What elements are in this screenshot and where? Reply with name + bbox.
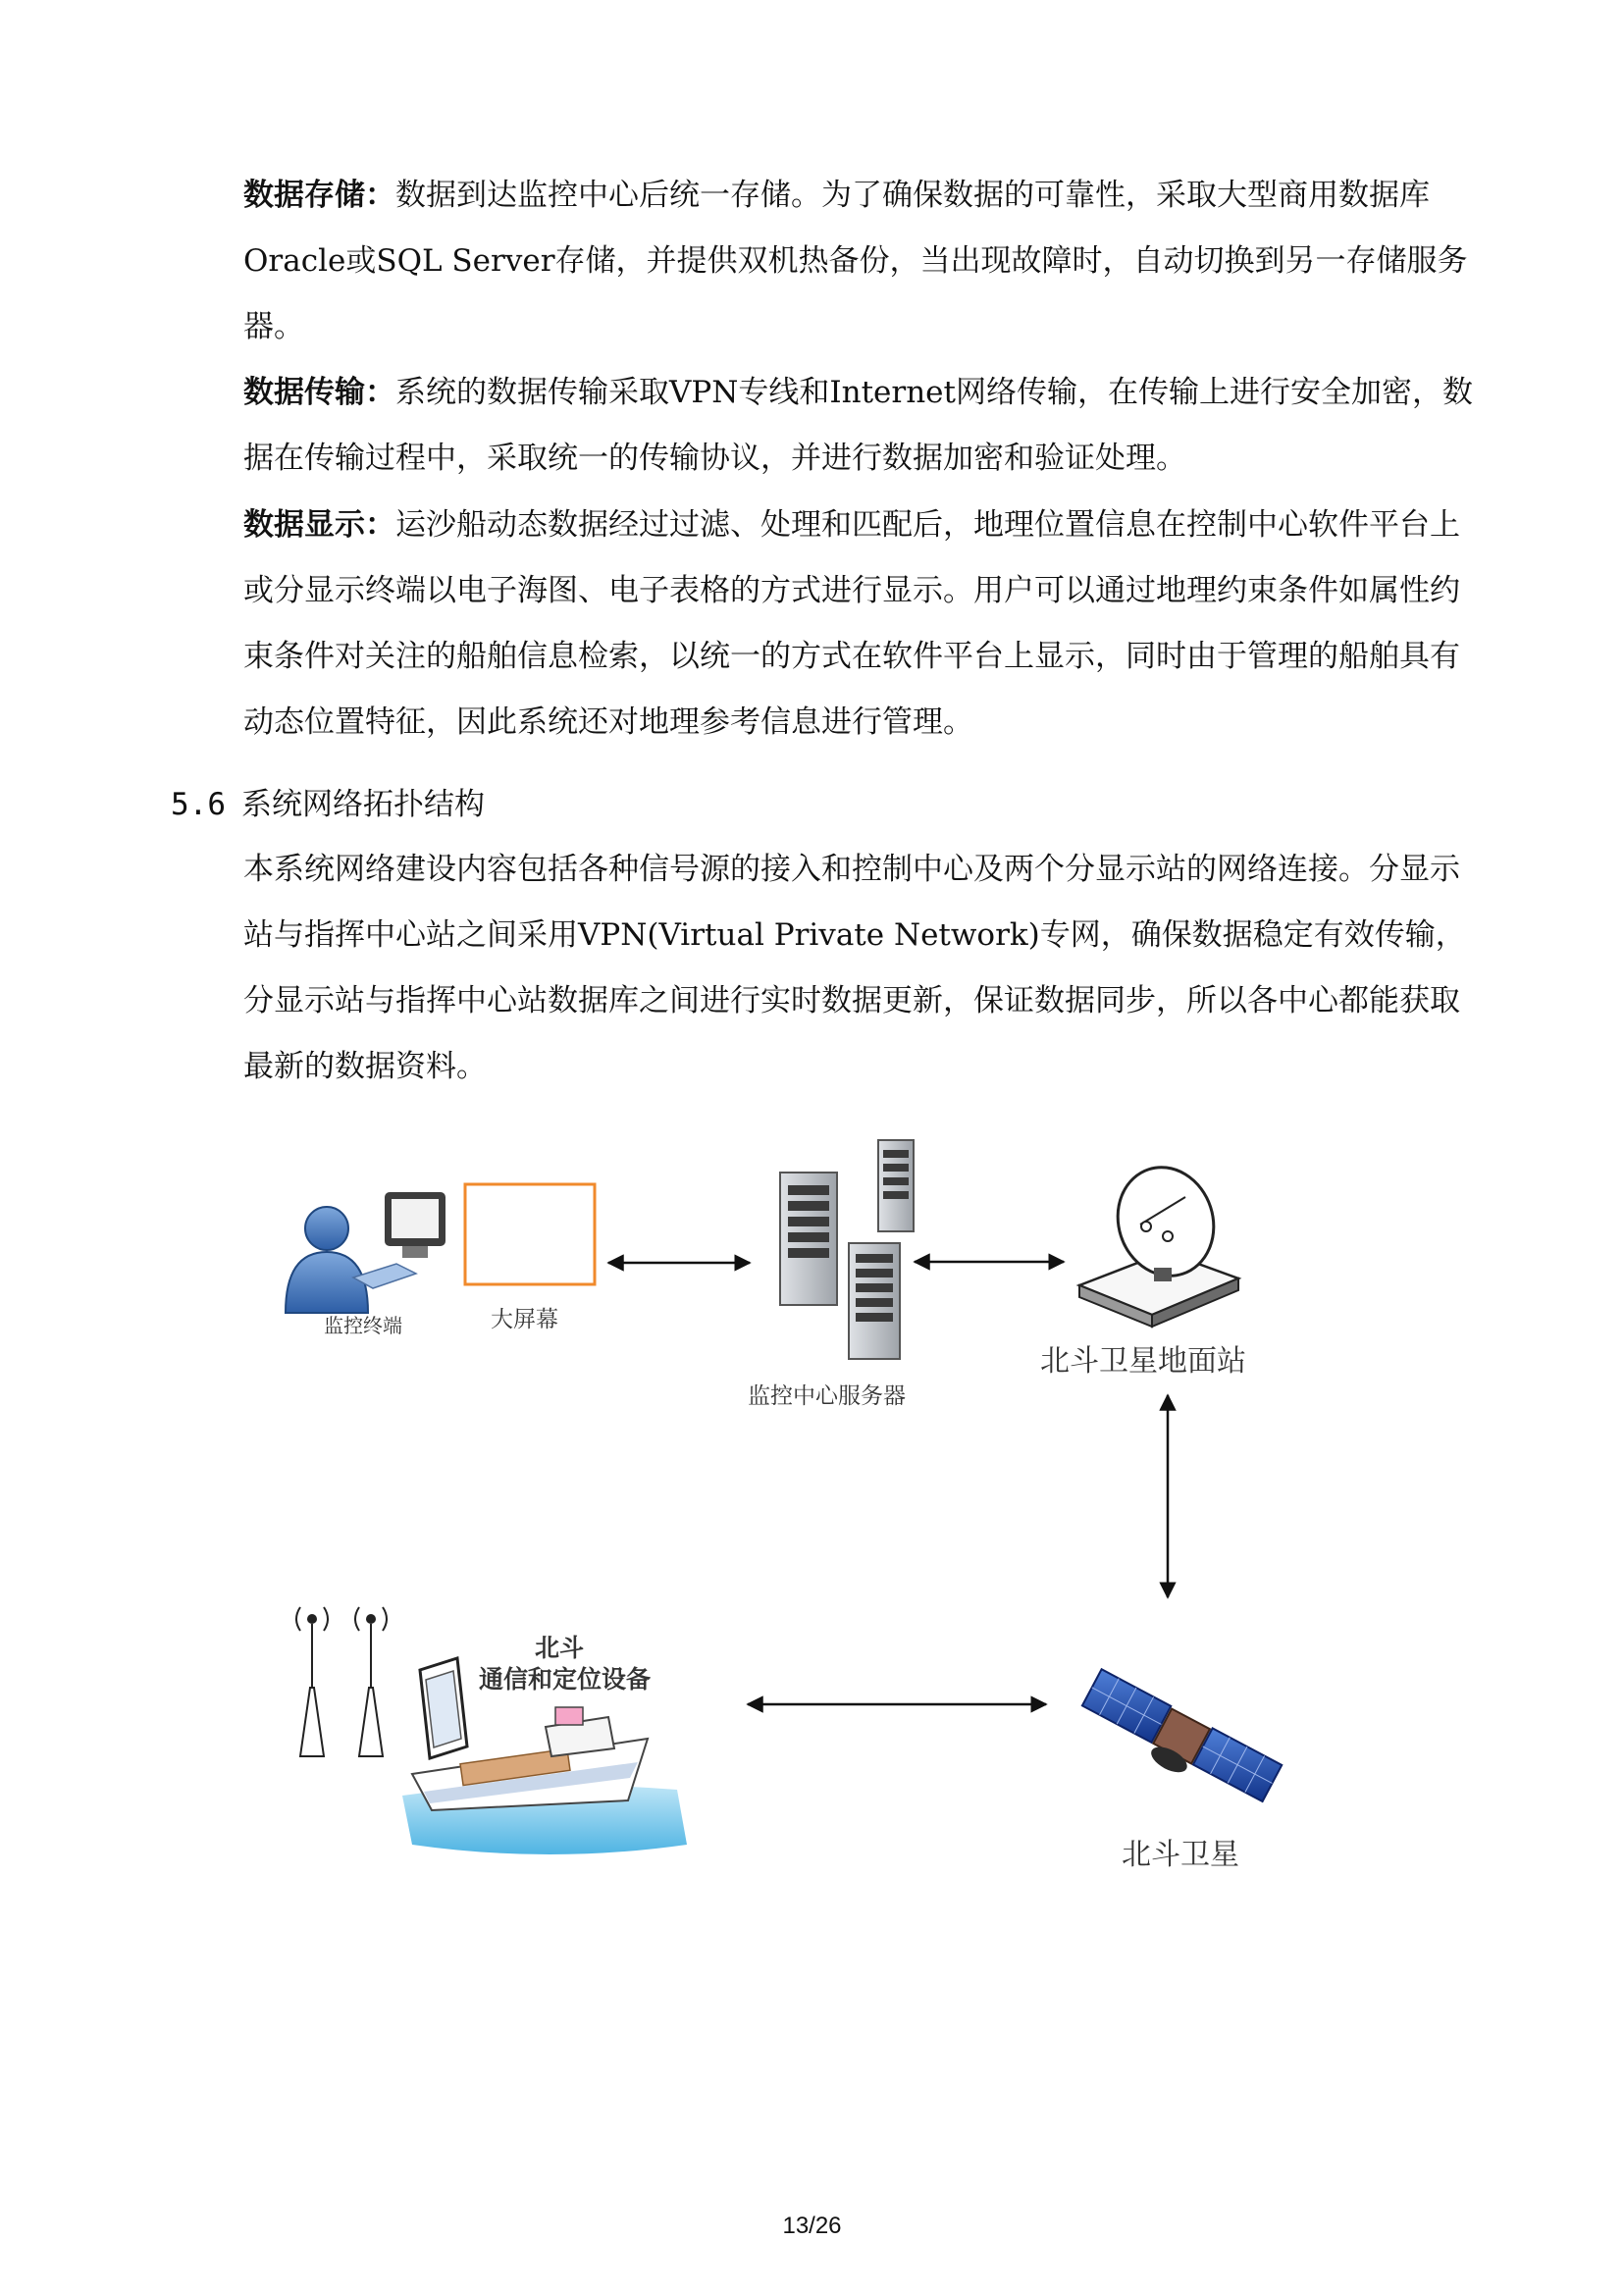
transmission-paragraph: [243, 360, 1482, 492]
transmission-text: 系统的数据传输采取VPN专线和Internet网络传输，在传输上进行安全加密，数据在传输过程中，采取统一的传输协议，并进行数据加密和验证处理。: [243, 375, 1473, 476]
satellite-label: 北斗卫星: [1122, 1838, 1239, 1872]
display-text: 运沙船动态数据经过过滤、处理和匹配后，地理位置信息在控制中心软件平台上或分显示终端以电子海图、电子表格的方式进行显示。用户可以通过地理约束条件如属性约束条件对关注的船舶信息检索，以统一的方式在软件平台上显示，同时由于管理的船舶具有动态位置特征，因此系统还对地理参考信息进行管理。: [243, 507, 1460, 740]
storage-title: 数据存储：: [243, 178, 395, 213]
device-label-line1: 北斗: [535, 1634, 585, 1662]
display-paragraph: [243, 493, 1482, 756]
terminal-label: 监控终端: [324, 1314, 402, 1337]
tablet-icon: [420, 1658, 467, 1758]
computer-icon: [353, 1192, 445, 1288]
storage-paragraph: [243, 163, 1482, 360]
section-heading: [171, 780, 485, 829]
page-number: 13/26: [782, 2213, 842, 2239]
device-label-line2: 通信和定位设备: [479, 1665, 652, 1694]
user-icon: [286, 1207, 368, 1313]
big-screen-icon: [465, 1184, 595, 1284]
network-topology-diagram: [0, 1119, 1624, 1923]
display-title: 数据显示：: [243, 507, 395, 543]
server-icon: [780, 1140, 914, 1359]
big-screen-label: 大屏幕: [491, 1307, 558, 1332]
ground-station-icon: [1079, 1155, 1238, 1327]
network-paragraph: 本系统网络建设内容包括各种信号源的接入和控制中心及两个分显示站的网络连接。分显示站与指挥中心站之间采用VPN(Virtual Private Network)专网，确保数据稳定有效传输，分显示站与指挥中心站数据库之间进行实时数据更新，保证数据同步，所以各中心都能获取最新的数据资料。: [243, 852, 1466, 1084]
ground-station-label: 北斗卫星地面站: [1040, 1344, 1246, 1379]
antenna-icon: [296, 1607, 387, 1756]
section-title: 系统网络拓扑结构: [241, 787, 485, 822]
storage-text: 数据到达监控中心后统一存储。为了确保数据的可靠性，采取大型商用数据库Oracle或SQL Server存储，并提供双机热备份，当出现故障时，自动切换到另一存储服务器。: [243, 178, 1468, 344]
transmission-title: 数据传输：: [243, 375, 395, 410]
server-label: 监控中心服务器: [748, 1383, 906, 1409]
section-number: 5.6: [171, 787, 226, 822]
satellite-icon: [1074, 1669, 1282, 1816]
